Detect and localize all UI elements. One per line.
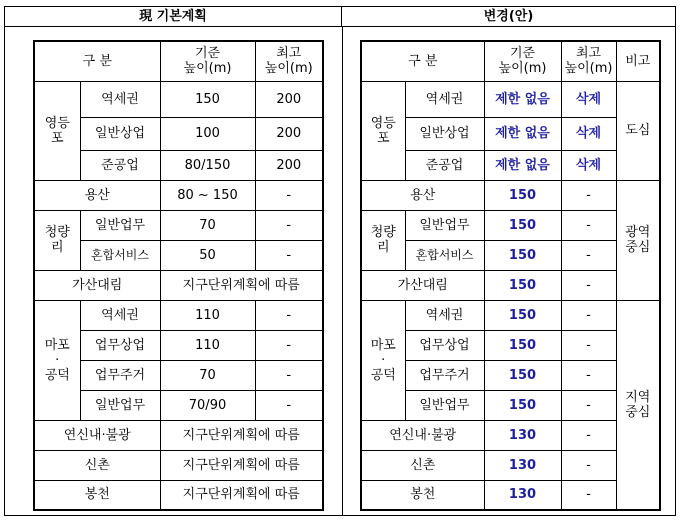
base-height-header: 기준 높이(m)	[484, 41, 561, 81]
table-row	[361, 270, 660, 300]
table-row	[361, 420, 660, 450]
area-name: 연신내·불광	[361, 420, 484, 450]
sub-category: 준공업	[80, 150, 160, 180]
comparison-frame	[4, 6, 676, 516]
table-row	[34, 420, 323, 450]
table-row	[361, 330, 660, 360]
max-height: -	[561, 480, 616, 510]
current-plan-table	[33, 40, 324, 511]
merged-value: 지구단위계획에 따름	[160, 420, 323, 450]
sub-category: 준공업	[405, 150, 484, 180]
area-name: 신촌	[34, 450, 160, 480]
max-height-header: 최고 높이(m)	[561, 41, 616, 81]
table-row	[361, 360, 660, 390]
sub-category: 일반상업	[405, 117, 484, 150]
table-row	[34, 300, 323, 330]
note-wide-center: 광역 중심	[616, 180, 660, 300]
max-height: -	[561, 270, 616, 300]
table-row	[361, 240, 660, 270]
group-yeongdeungpo: 영등포	[34, 81, 80, 180]
sub-category: 업무상업	[80, 330, 160, 360]
sub-category: 일반업무	[80, 210, 160, 240]
base-height: 제한 없음	[484, 81, 561, 117]
max-height: -	[561, 360, 616, 390]
area-name: 신촌	[361, 450, 484, 480]
max-height: -	[255, 210, 323, 240]
max-height: -	[561, 300, 616, 330]
max-height: -	[255, 180, 323, 210]
sub-category: 혼합서비스	[80, 240, 160, 270]
table-row	[361, 390, 660, 420]
area-name: 용산	[34, 180, 160, 210]
note-local-center: 지역 중심	[616, 300, 660, 510]
max-height: 200	[255, 81, 323, 117]
base-height: 150	[484, 180, 561, 210]
base-height: 50	[160, 240, 255, 270]
category-header: 구 분	[361, 41, 484, 81]
max-height: 삭제	[561, 81, 616, 117]
base-height: 130	[484, 420, 561, 450]
base-height: 80 ~ 150	[160, 180, 255, 210]
max-height: -	[255, 360, 323, 390]
table-row	[361, 210, 660, 240]
table-row	[361, 117, 660, 150]
area-name: 용산	[361, 180, 484, 210]
max-height: 삭제	[561, 117, 616, 150]
max-height: 200	[255, 117, 323, 150]
sub-category: 역세권	[405, 81, 484, 117]
table-row	[34, 210, 323, 240]
table-row	[34, 270, 323, 300]
base-height-header: 기준 높이(m)	[160, 41, 255, 81]
group-yeongdeungpo: 영등포	[361, 81, 405, 180]
sub-category: 일반업무	[80, 390, 160, 420]
max-height: -	[255, 300, 323, 330]
table-row	[361, 150, 660, 180]
proposed-change-table	[360, 40, 661, 511]
table-row	[34, 81, 323, 117]
group-cheongnyangni: 청량리	[361, 210, 405, 270]
base-height: 70	[160, 360, 255, 390]
sub-category: 역세권	[80, 81, 160, 117]
area-name: 가산대림	[34, 270, 160, 300]
base-height: 150	[484, 330, 561, 360]
sub-category: 혼합서비스	[405, 240, 484, 270]
group-mapo: 마포 · 공덕	[34, 300, 80, 420]
max-height: 200	[255, 150, 323, 180]
max-height: -	[561, 450, 616, 480]
base-height: 제한 없음	[484, 117, 561, 150]
category-header: 구 분	[34, 41, 160, 81]
group-cheongnyangni: 청량리	[34, 210, 80, 270]
base-height: 100	[160, 117, 255, 150]
max-height: -	[255, 330, 323, 360]
table-row	[361, 81, 660, 117]
sub-category: 일반상업	[80, 117, 160, 150]
base-height: 110	[160, 300, 255, 330]
base-height: 150	[160, 81, 255, 117]
base-height: 130	[484, 480, 561, 510]
sub-category: 역세권	[405, 300, 484, 330]
base-height: 150	[484, 390, 561, 420]
sub-category: 업무주거	[80, 360, 160, 390]
max-height: -	[561, 420, 616, 450]
sub-category: 역세권	[80, 300, 160, 330]
table-row	[361, 180, 660, 210]
current-plan-header: 現 기본계획	[5, 7, 342, 27]
max-height: -	[561, 210, 616, 240]
base-height: 130	[484, 450, 561, 480]
base-height: 150	[484, 210, 561, 240]
sub-category: 업무주거	[405, 360, 484, 390]
area-name: 봉천	[361, 480, 484, 510]
base-height: 110	[160, 330, 255, 360]
base-height: 70	[160, 210, 255, 240]
table-header-row	[34, 41, 323, 81]
table-header-row	[361, 41, 660, 81]
max-height: -	[255, 390, 323, 420]
table-row	[34, 450, 323, 480]
sub-category: 일반업무	[405, 210, 484, 240]
sub-category: 업무상업	[405, 330, 484, 360]
base-height: 150	[484, 270, 561, 300]
area-name: 연신내·불광	[34, 420, 160, 450]
max-height: -	[561, 180, 616, 210]
area-name: 가산대림	[361, 270, 484, 300]
note-downtown: 도심	[616, 81, 660, 180]
column-divider	[342, 27, 343, 515]
note-header: 비고	[616, 41, 660, 81]
base-height: 150	[484, 300, 561, 330]
base-height: 제한 없음	[484, 150, 561, 180]
max-height: -	[561, 390, 616, 420]
sub-category: 일반업무	[405, 390, 484, 420]
table-row	[361, 450, 660, 480]
table-row	[361, 300, 660, 330]
group-mapo: 마포 · 공덕	[361, 300, 405, 420]
table-row	[361, 480, 660, 510]
area-name: 봉천	[34, 480, 160, 510]
max-height: -	[561, 240, 616, 270]
table-row	[34, 180, 323, 210]
base-height: 150	[484, 240, 561, 270]
max-height: -	[255, 240, 323, 270]
merged-value: 지구단위계획에 따름	[160, 480, 323, 510]
base-height: 150	[484, 360, 561, 390]
base-height: 80/150	[160, 150, 255, 180]
max-height: 삭제	[561, 150, 616, 180]
merged-value: 지구단위계획에 따름	[160, 450, 323, 480]
table-row	[34, 480, 323, 510]
max-height: -	[561, 330, 616, 360]
max-height-header: 최고 높이(m)	[255, 41, 323, 81]
base-height: 70/90	[160, 390, 255, 420]
merged-value: 지구단위계획에 따름	[160, 270, 323, 300]
proposed-change-header: 변경(안)	[342, 7, 675, 27]
